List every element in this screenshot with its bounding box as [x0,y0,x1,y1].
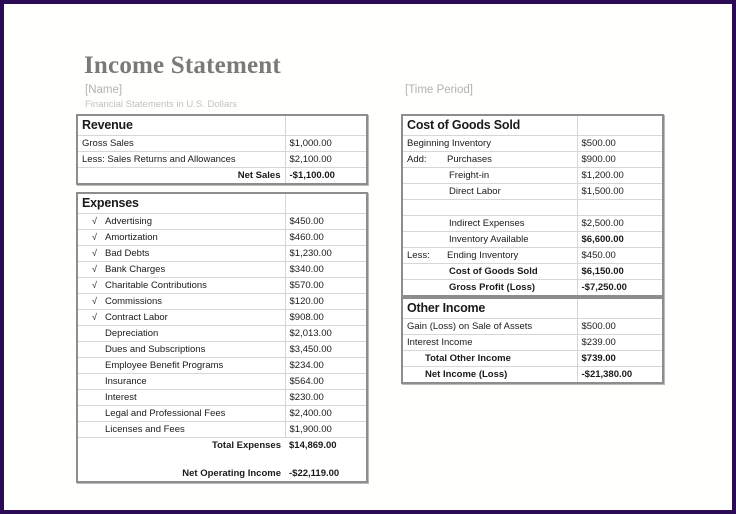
expense-value-insurance[interactable]: $564.00 [285,374,367,390]
expense-label-contract-labor [77,310,285,326]
net-operating-income-row [77,466,367,482]
table-row[interactable] [77,342,367,358]
expense-label-interest [77,390,285,406]
revenue-value-returns[interactable]: $2,100.00 [285,152,367,168]
expense-value-contract-labor[interactable]: $908.00 [285,310,367,326]
expense-text: Bad Debts [105,248,150,259]
cogs-value-inventory-available[interactable]: $6,600.00 [577,232,663,248]
time-period-placeholder[interactable]: [Time Period] [405,84,473,96]
other-income-value-interest-income[interactable]: $239.00 [577,335,663,351]
table-row[interactable] [77,214,367,230]
expenses-header-row [77,193,367,214]
cogs-label-beginning-inventory [402,136,577,152]
page-title: Income Statement [84,52,281,79]
table-row[interactable] [77,326,367,342]
expense-value-charitable[interactable]: $570.00 [285,278,367,294]
total-expenses-label: Total Expenses [212,440,281,451]
table-row[interactable] [77,358,367,374]
other-income-value-gain-loss[interactable]: $500.00 [577,319,663,335]
expense-text: Commissions [105,296,163,307]
table-row[interactable] [77,152,367,168]
table-row[interactable] [402,248,663,264]
net-income-value[interactable]: -$21,380.00 [577,367,663,384]
expense-label-charitable [77,278,285,294]
expense-value-bad-debts[interactable]: $1,230.00 [285,246,367,262]
expense-text: Advertising [105,216,152,227]
other-income-label-gain-loss: Gain (Loss) on Sale of Assets [402,319,577,335]
cogs-value-freight-in[interactable]: $1,200.00 [577,168,663,184]
expense-value-dues[interactable]: $3,450.00 [285,342,367,358]
gross-profit-row[interactable] [402,280,663,297]
check-icon: √ [92,280,97,290]
cogs-table-body [402,115,663,296]
revenue-label-gross-sales: Gross Sales [77,136,285,152]
cogs-label-ending-inventory [402,248,577,264]
table-row[interactable] [402,168,663,184]
expense-text: Legal and Professional Fees [105,408,226,419]
table-row[interactable] [77,390,367,406]
expenses-table-body [77,193,367,482]
net-operating-income-value[interactable]: -$22,119.00 [289,468,340,479]
expense-label-legal [77,406,285,422]
table-row[interactable] [77,294,367,310]
expenses-spacer-row [77,453,367,466]
spacer-cell-left [77,453,285,466]
expense-value-employee-benefits[interactable]: $234.00 [285,358,367,374]
other-income-label-interest-income: Interest Income [402,335,577,351]
company-name-placeholder[interactable]: [Name] [85,84,123,96]
table-row[interactable] [402,335,663,351]
check-icon: √ [92,248,97,258]
expense-value-amortization[interactable]: $460.00 [285,230,367,246]
cogs-value-direct-labor[interactable]: $1,500.00 [577,184,663,200]
table-row[interactable] [402,136,663,152]
expense-value-depreciation[interactable]: $2,013.00 [285,326,367,342]
revenue-total-row [77,168,367,185]
table-row[interactable] [77,136,367,152]
cogs-heading-value [577,115,663,136]
revenue-label-returns: Less: Sales Returns and Allowances [77,152,285,168]
expense-text: Licenses and Fees [105,424,185,435]
expense-label-bank-charges [77,262,285,278]
cogs-value-beginning-inventory[interactable]: $500.00 [577,136,663,152]
expense-text: Charitable Contributions [105,280,207,291]
revenue-heading-value [285,115,367,136]
table-row[interactable] [402,319,663,335]
spacer-cell-right [285,453,367,466]
cogs-value-ending-inventory[interactable]: $450.00 [577,248,663,264]
worksheet-canvas [4,4,732,510]
expense-value-advertising[interactable]: $450.00 [285,214,367,230]
table-row[interactable] [77,246,367,262]
other-income-table-body [402,298,663,383]
cogs-value-empty[interactable] [577,200,663,216]
cogs-value-indirect-expenses[interactable]: $2,500.00 [577,216,663,232]
net-income-row[interactable] [402,367,663,384]
cogs-total-row[interactable] [402,264,663,280]
expense-text: Insurance [105,376,147,387]
expense-label-insurance [77,374,285,390]
cogs-header-row [402,115,663,136]
expense-value-interest[interactable]: $230.00 [285,390,367,406]
cogs-label-direct-labor: Direct Labor [402,184,577,200]
expense-label-employee-benefits [77,358,285,374]
add-prefix: Add: [407,154,427,165]
expenses-heading: Expenses [77,193,285,214]
gross-profit-label: Gross Profit (Loss) [402,280,577,297]
cogs-value-purchases[interactable]: $900.00 [577,152,663,168]
expense-value-bank-charges[interactable]: $340.00 [285,262,367,278]
table-row[interactable] [402,152,663,168]
check-icon: √ [92,296,97,306]
table-row[interactable] [402,184,663,200]
cogs-empty-row[interactable] [402,200,663,216]
expense-text: Employee Benefit Programs [105,360,224,371]
cogs-label-indirect-expenses: Indirect Expenses [402,216,577,232]
check-icon: √ [92,312,97,322]
cogs-label-purchases [402,152,577,168]
currency-subtitle: Financial Statements in U.S. Dollars [85,99,238,110]
expense-label-depreciation [77,326,285,342]
other-income-table [401,297,664,384]
table-row[interactable] [402,232,663,248]
expenses-heading-value [285,193,367,214]
net-income-label: Net Income (Loss) [402,367,577,384]
cogs-label-total: Cost of Goods Sold [402,264,577,280]
cogs-value-total[interactable]: $6,150.00 [577,264,663,280]
revenue-heading: Revenue [77,115,285,136]
other-income-header-row [402,298,663,319]
expense-text: Dues and Subscriptions [105,344,206,355]
revenue-header-row [77,115,367,136]
other-income-heading-value [577,298,663,319]
total-other-income-label: Total Other Income [402,351,577,367]
expenses-total-row [77,438,367,454]
table-row[interactable] [77,310,367,326]
expense-text: Interest [105,392,137,403]
other-income-heading: Other Income [402,298,577,319]
revenue-value-gross-sales[interactable]: $1,000.00 [285,136,367,152]
cogs-text: Purchases [447,154,492,165]
expense-label-bad-debts [77,246,285,262]
net-sales-label: Net Sales [237,170,281,181]
total-other-income-value[interactable]: $739.00 [577,351,663,367]
total-expenses-value[interactable]: $14,869.00 [289,440,337,451]
table-row[interactable] [77,230,367,246]
net-sales-value[interactable]: -$1,100.00 [285,168,367,185]
expense-text: Contract Labor [105,312,168,323]
check-icon: √ [92,216,97,226]
table-row[interactable] [77,278,367,294]
gross-profit-value[interactable]: -$7,250.00 [577,280,663,297]
table-row[interactable] [77,422,367,438]
table-row[interactable] [77,406,367,422]
cogs-label-empty [402,200,577,216]
cogs-text: Ending Inventory [447,250,519,261]
cost-of-goods-sold-table [401,114,664,297]
cogs-text: Beginning Inventory [407,138,491,149]
less-prefix: Less: [407,250,430,261]
table-row[interactable] [77,262,367,278]
cogs-label-freight-in: Freight-in [402,168,577,184]
revenue-table [76,114,368,185]
expense-label-amortization [77,230,285,246]
expense-label-licenses [77,422,285,438]
expense-label-advertising [77,214,285,230]
expense-value-legal[interactable]: $2,400.00 [285,406,367,422]
net-operating-income-label: Net Operating Income [182,468,281,479]
table-row[interactable] [402,216,663,232]
total-other-income-row[interactable] [402,351,663,367]
expenses-table [76,192,368,483]
table-row[interactable] [77,374,367,390]
check-icon: √ [92,264,97,274]
expense-text: Depreciation [105,328,159,339]
revenue-table-body [77,115,367,184]
cogs-label-inventory-available: Inventory Available [402,232,577,248]
cogs-heading: Cost of Goods Sold [402,115,577,136]
expense-value-commissions[interactable]: $120.00 [285,294,367,310]
expense-label-commissions [77,294,285,310]
expense-text: Amortization [105,232,158,243]
expense-text: Bank Charges [105,264,166,275]
expense-label-dues [77,342,285,358]
expense-value-licenses[interactable]: $1,900.00 [285,422,367,438]
check-icon: √ [92,232,97,242]
